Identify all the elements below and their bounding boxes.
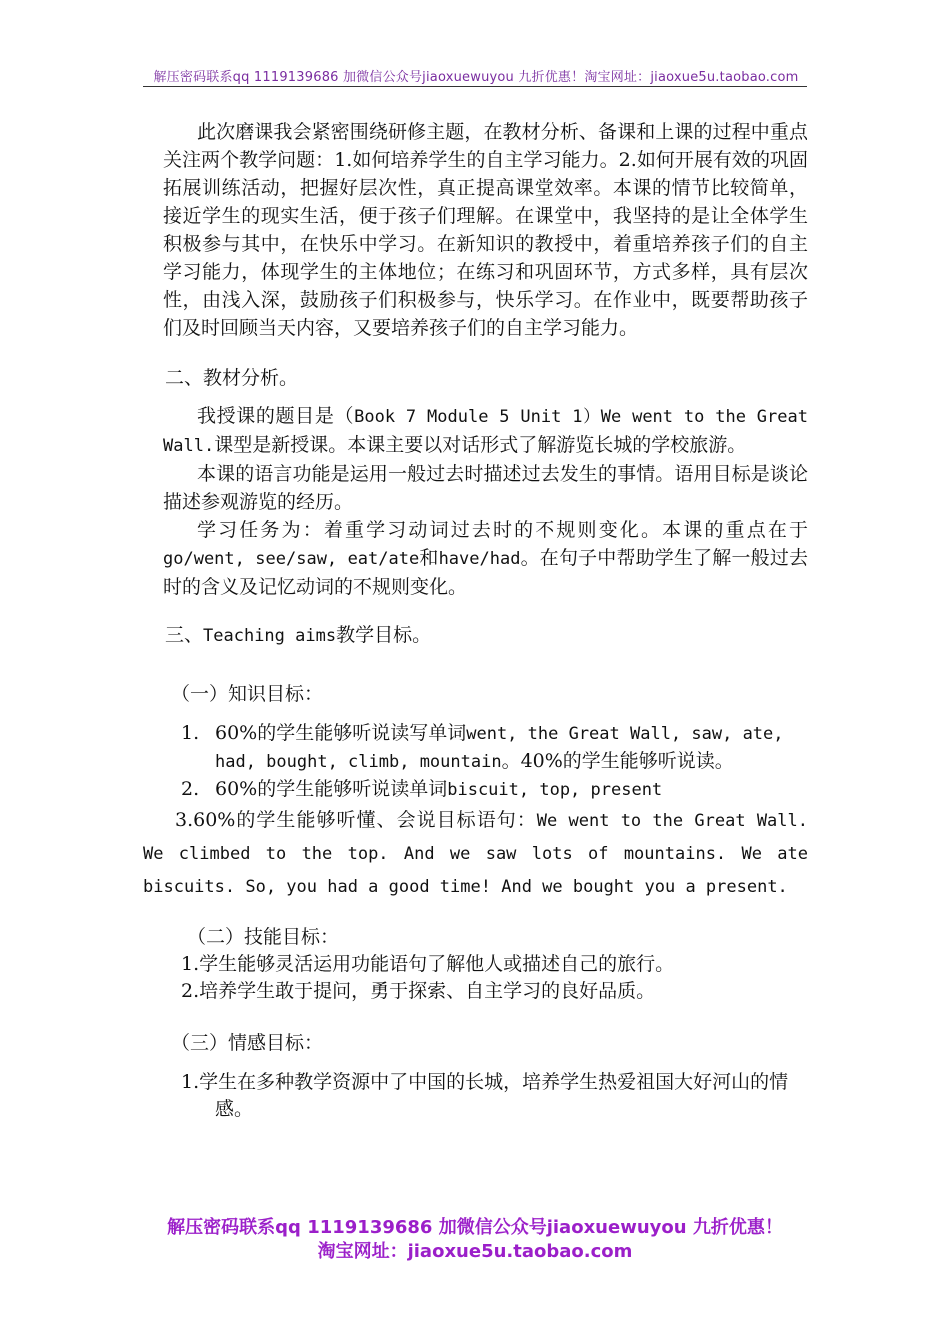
- header-divider: [143, 86, 807, 87]
- emotion-goals-title: （三）情感目标：: [171, 1032, 324, 1054]
- knowledge-goals-list: [143, 720, 808, 903]
- intro-paragraph: 此次磨课我会紧密围绕研修主题，在教材分析、备课和上课的过程中重点关注两个教学问题：1.如何培养学生的自主学习能力。2.如何开展有效的巩固拓展训练活动，把握好层次性，真正提高课堂效率。本课的情节比较简单，接近学生的现实生活，便于孩子们理解。在课堂中，我坚持的是让全体学生积极参与其中，在快乐中学习。在新知识的教授中，着重培养孩子们的自主学习能力，体现学生的主体地位；在练习和巩固环节，方式多样，具有层次性，由浅入深，鼓励孩子们积极参与，快乐学习。在作业中，既要帮助孩子们及时回顾当天内容，又要培养孩子们的自主学习能力。: [163, 121, 808, 339]
- knowledge-goal-item: 2. 60%的学生能够听说读单词biscuit, top, present: [181, 778, 663, 800]
- skill-goals-title: （二）技能目标：: [187, 926, 340, 948]
- skill-goal-item: 2.培养学生敢于提问，勇于探索、自主学习的良好品质。: [181, 980, 656, 1002]
- section-2-paragraph-2: 本课的语言功能是运用一般过去时描述过去发生的事情。语用目标是谈论描述参观游览的经历。: [163, 463, 808, 513]
- section-3-title: 三、Teaching aims教学目标。: [165, 624, 432, 646]
- page-header: 解压密码联系qq 1119139686 加微信公众号jiaoxuewuyou 九折优惠！淘宝网址：jiaoxue5u.taobao.com: [153, 70, 799, 85]
- emotion-goal-item: 1.学生在多种教学资源中了中国的长城，培养学生热爱祖国大好河山的情感。: [181, 1071, 789, 1120]
- section-2-title: 二、教材分析。: [165, 367, 299, 389]
- knowledge-goal-item: 3.60%的学生能够听懂、会说目标语句：We went to the Great Wall. We climbed to the top. And we saw lots of mountains. We ate biscuits. So, you had a good time! And we bought you a present.: [143, 809, 808, 897]
- document-body: [143, 118, 808, 1123]
- footer-line-1: 解压密码联系qq 1119139686 加微信公众号jiaoxuewuyou 九折优惠！: [167, 1217, 783, 1238]
- section-2-paragraph-1: 我授课的题目是（Book 7 Module 5 Unit 1）We went to the Great Wall.课型是新授课。本课主要以对话形式了解游览长城的学校旅游。: [163, 405, 808, 456]
- knowledge-goals-title: （一）知识目标：: [171, 683, 324, 705]
- knowledge-goal-item: 1. 60%的学生能够听说读写单词went, the Great Wall, saw, ate, had, bought, climb, mountain。40%的学生能够听说读。: [181, 722, 784, 772]
- footer-line-2: 淘宝网址：jiaoxue5u.taobao.com: [317, 1241, 633, 1262]
- section-2-paragraph-3: 学习任务为：着重学习动词过去时的不规则变化。本课的重点在于go/went, see/saw, eat/ate和have/had。在句子中帮助学生了解一般过去时的含义及记忆动词的不规则变化。: [163, 519, 808, 598]
- page-footer: [0, 1216, 950, 1264]
- skill-goal-item: 1.学生能够灵活运用功能语句了解他人或描述自己的旅行。: [181, 953, 675, 975]
